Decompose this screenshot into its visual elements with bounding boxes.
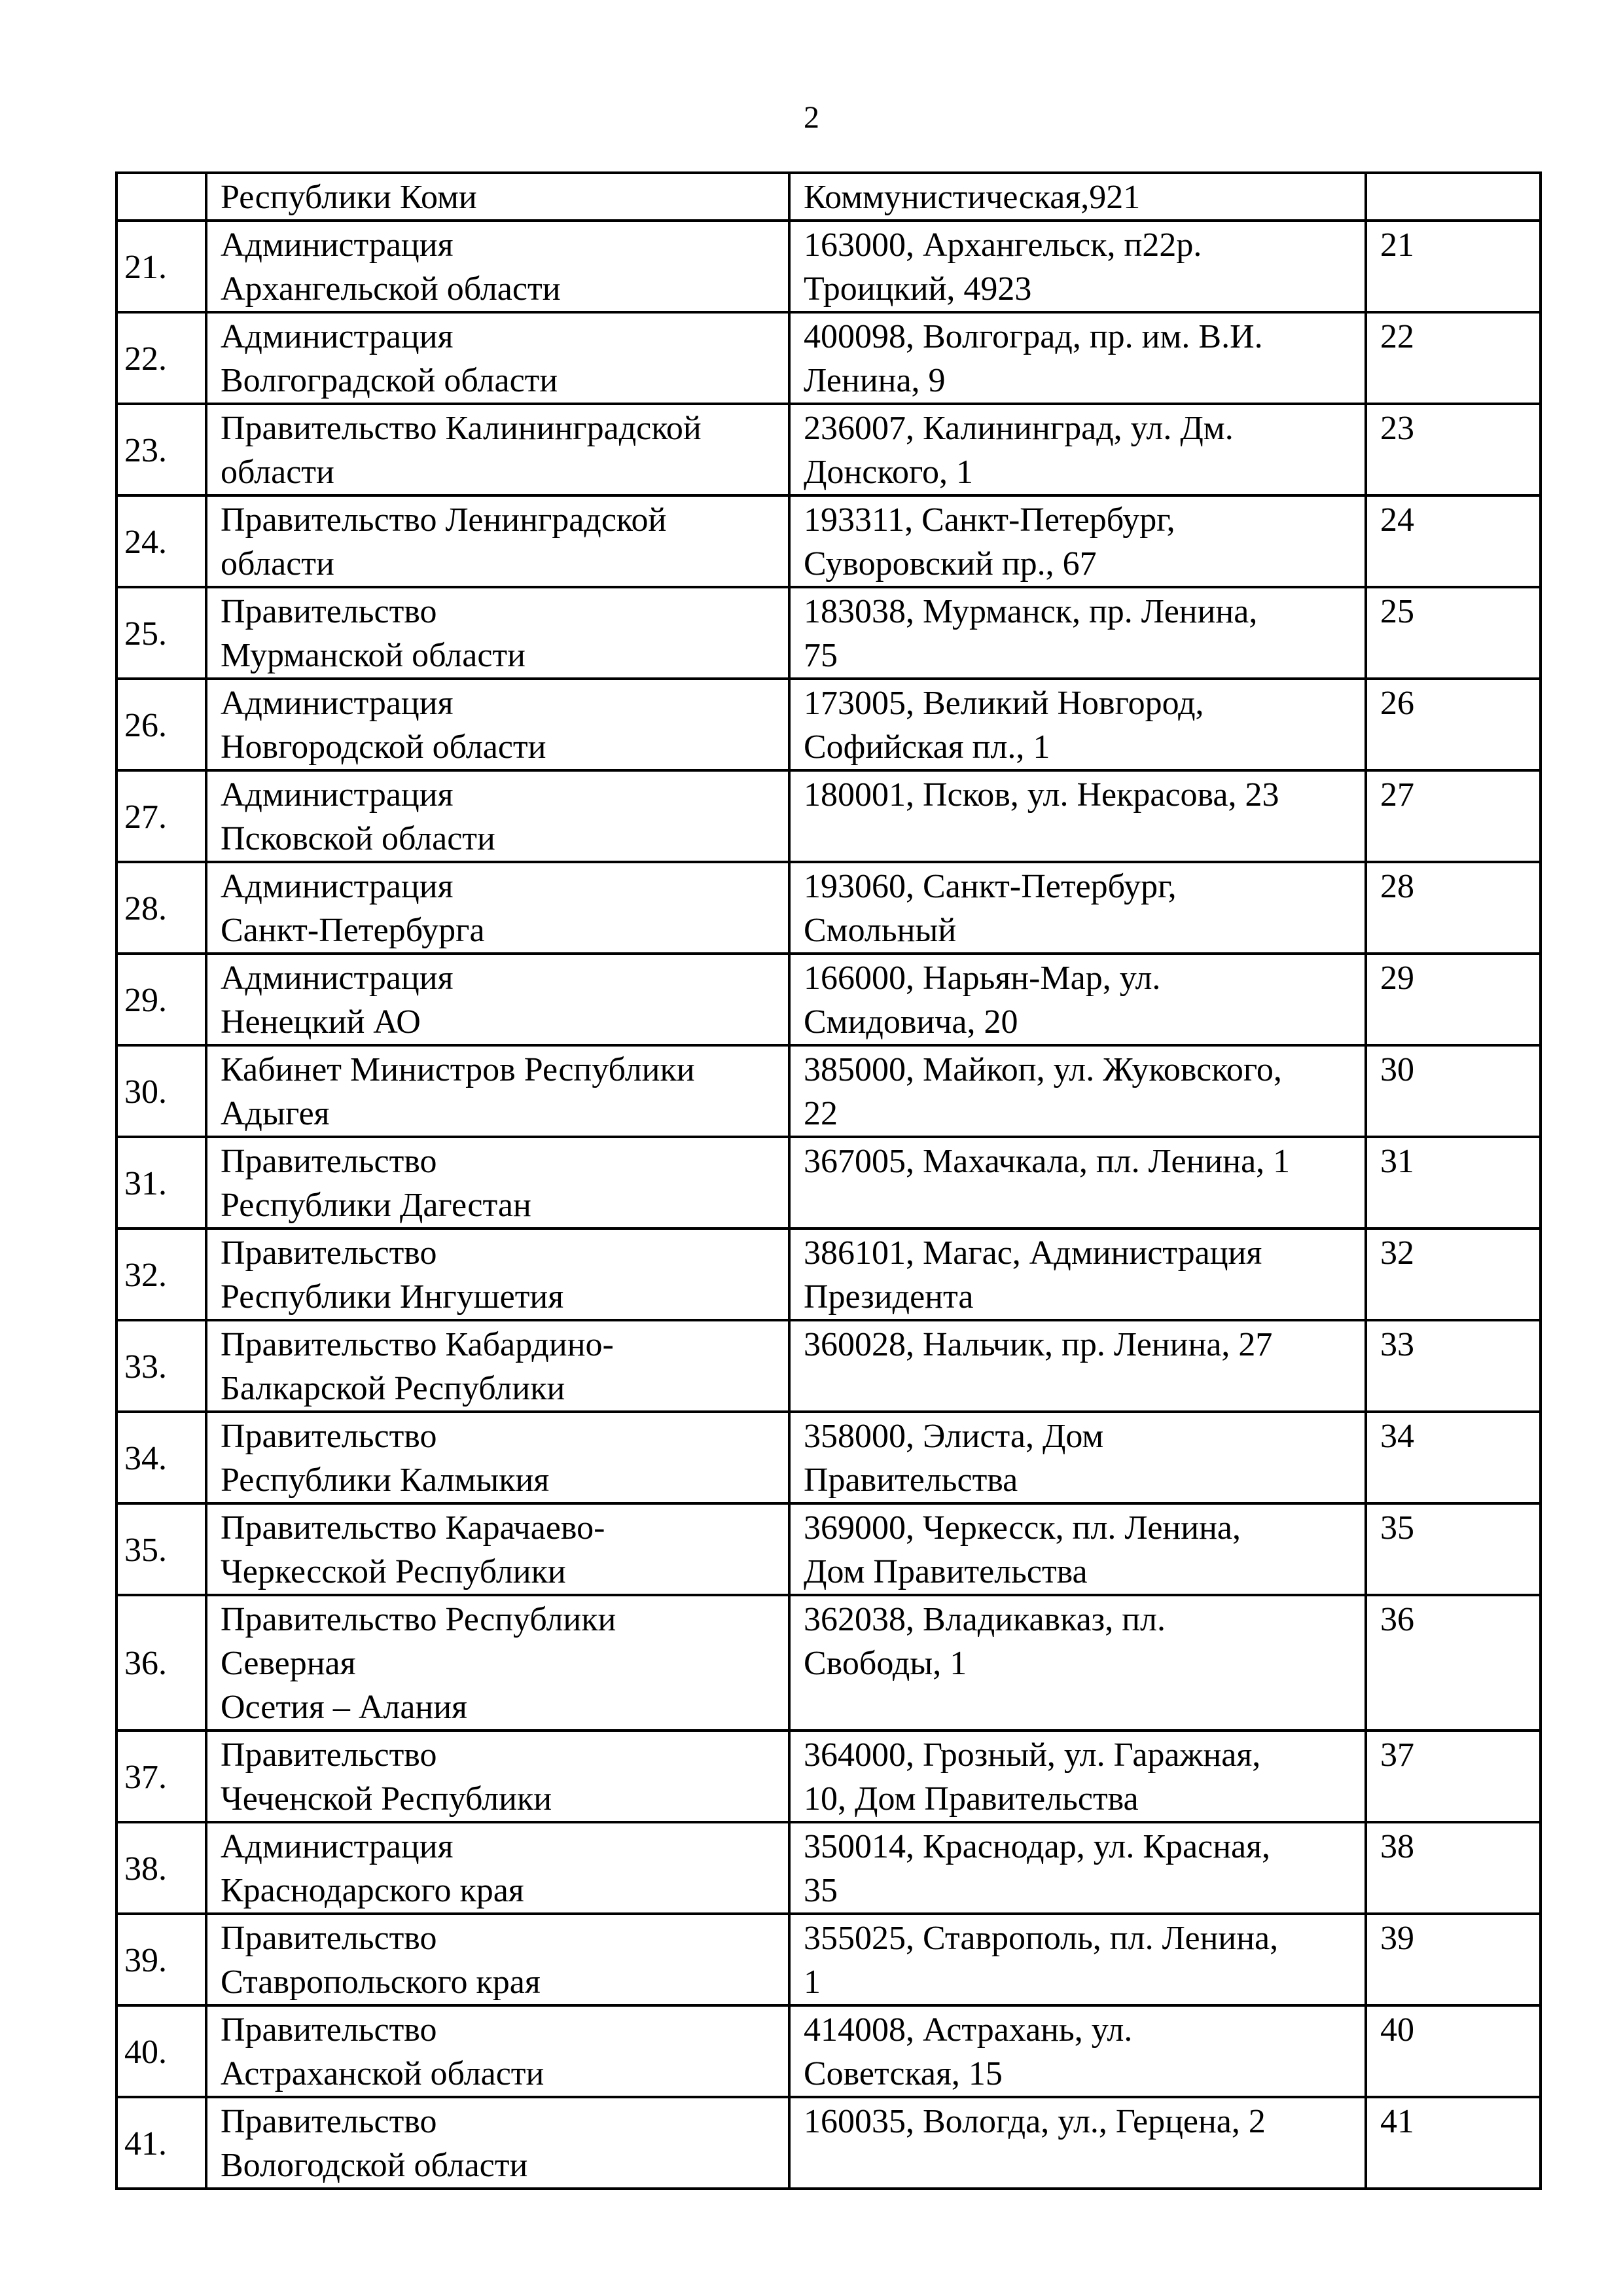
row-number-cell: 27. <box>116 770 206 862</box>
table-row <box>116 2005 1541 2097</box>
row-number-cell: 21. <box>116 221 206 312</box>
address-cell: 364000, Грозный, ул. Гаражная, 10, Дом Правительства <box>789 1731 1366 1822</box>
code-cell: 22 <box>1366 312 1541 404</box>
row-number-cell: 33. <box>116 1320 206 1412</box>
organization-cell: Правительство Чеченской Республики <box>206 1731 789 1822</box>
table-row <box>116 587 1541 679</box>
row-number-cell: 41. <box>116 2097 206 2189</box>
code-cell: 41 <box>1366 2097 1541 2189</box>
address-cell: 367005, Махачкала, пл. Ленина, 1 <box>789 1137 1366 1229</box>
row-number-cell: 36. <box>116 1595 206 1731</box>
code-cell: 26 <box>1366 679 1541 770</box>
organization-cell: Администрация Санкт-Петербурга <box>206 862 789 954</box>
address-cell: 166000, Нарьян-Мар, ул. Смидовича, 20 <box>789 954 1366 1045</box>
row-number-cell: 22. <box>116 312 206 404</box>
code-cell: 40 <box>1366 2005 1541 2097</box>
row-number-cell: 37. <box>116 1731 206 1822</box>
address-cell: 193060, Санкт-Петербург, Смольный <box>789 862 1366 954</box>
code-cell: 31 <box>1366 1137 1541 1229</box>
code-cell: 25 <box>1366 587 1541 679</box>
row-number-cell: 32. <box>116 1229 206 1320</box>
table-row <box>116 495 1541 587</box>
organization-cell: Администрация Новгородской области <box>206 679 789 770</box>
row-number-cell: 30. <box>116 1045 206 1137</box>
row-number-cell <box>116 173 206 221</box>
code-cell: 21 <box>1366 221 1541 312</box>
code-cell: 35 <box>1366 1503 1541 1595</box>
organization-cell: Правительство Республики Северная Осетия – Алания <box>206 1595 789 1731</box>
code-cell: 39 <box>1366 1914 1541 2005</box>
row-number-cell: 29. <box>116 954 206 1045</box>
organization-cell: Правительство Республики Дагестан <box>206 1137 789 1229</box>
table-row <box>116 312 1541 404</box>
organization-cell: Администрация Краснодарского края <box>206 1822 789 1914</box>
code-cell: 38 <box>1366 1822 1541 1914</box>
organization-cell: Кабинет Министров Республики Адыгея <box>206 1045 789 1137</box>
row-number-cell: 23. <box>116 404 206 495</box>
address-cell: 160035, Вологда, ул., Герцена, 2 <box>789 2097 1366 2189</box>
organization-cell: Правительство Вологодской области <box>206 2097 789 2189</box>
table-row <box>116 1503 1541 1595</box>
table-row <box>116 2097 1541 2189</box>
table-row <box>116 221 1541 312</box>
organizations-table <box>115 171 1542 2190</box>
address-cell: 400098, Волгоград, пр. им. В.И. Ленина, 9 <box>789 312 1366 404</box>
table-row <box>116 954 1541 1045</box>
address-cell: 362038, Владикавказ, пл. Свободы, 1 <box>789 1595 1366 1731</box>
row-number-cell: 26. <box>116 679 206 770</box>
code-cell: 36 <box>1366 1595 1541 1731</box>
address-cell: 414008, Астрахань, ул. Советская, 15 <box>789 2005 1366 2097</box>
code-cell: 34 <box>1366 1412 1541 1503</box>
table-row <box>116 1045 1541 1137</box>
address-cell: 369000, Черкесск, пл. Ленина, Дом Правительства <box>789 1503 1366 1595</box>
row-number-cell: 24. <box>116 495 206 587</box>
organization-cell: Администрация Волгоградской области <box>206 312 789 404</box>
organization-cell: Правительство Республики Ингушетия <box>206 1229 789 1320</box>
address-cell: 236007, Калининград, ул. Дм. Донского, 1 <box>789 404 1366 495</box>
code-cell: 27 <box>1366 770 1541 862</box>
table-body <box>116 173 1541 2189</box>
table-row <box>116 862 1541 954</box>
organization-cell: Правительство Калининградской области <box>206 404 789 495</box>
organization-cell: Администрация Псковской области <box>206 770 789 862</box>
table-row <box>116 679 1541 770</box>
table-row <box>116 1822 1541 1914</box>
code-cell: 29 <box>1366 954 1541 1045</box>
organization-cell: Республики Коми <box>206 173 789 221</box>
code-cell: 37 <box>1366 1731 1541 1822</box>
organization-cell: Администрация Архангельской области <box>206 221 789 312</box>
organization-cell: Правительство Кабардино- Балкарской Республики <box>206 1320 789 1412</box>
table-row <box>116 1914 1541 2005</box>
row-number-cell: 28. <box>116 862 206 954</box>
table-row <box>116 404 1541 495</box>
organization-cell: Правительство Республики Калмыкия <box>206 1412 789 1503</box>
code-cell: 28 <box>1366 862 1541 954</box>
organization-cell: Администрация Ненецкий АО <box>206 954 789 1045</box>
organization-cell: Правительство Мурманской области <box>206 587 789 679</box>
code-cell: 24 <box>1366 495 1541 587</box>
row-number-cell: 40. <box>116 2005 206 2097</box>
address-cell: 386101, Магас, Администрация Президента <box>789 1229 1366 1320</box>
address-cell: 350014, Краснодар, ул. Красная, 35 <box>789 1822 1366 1914</box>
address-cell: 173005, Великий Новгород, Софийская пл., 1 <box>789 679 1366 770</box>
row-number-cell: 25. <box>116 587 206 679</box>
row-number-cell: 34. <box>116 1412 206 1503</box>
table-row <box>116 1229 1541 1320</box>
organization-cell: Правительство Ставропольского края <box>206 1914 789 2005</box>
table-row <box>116 1137 1541 1229</box>
table-row <box>116 1731 1541 1822</box>
page-number: 2 <box>804 100 819 135</box>
address-cell: 163000, Архангельск, п22р. Троицкий, 4923 <box>789 221 1366 312</box>
table-row <box>116 1320 1541 1412</box>
address-cell: Коммунистическая,921 <box>789 173 1366 221</box>
table-row <box>116 1412 1541 1503</box>
table-row <box>116 173 1541 221</box>
row-number-cell: 31. <box>116 1137 206 1229</box>
code-cell <box>1366 173 1541 221</box>
code-cell: 30 <box>1366 1045 1541 1137</box>
address-cell: 183038, Мурманск, пр. Ленина, 75 <box>789 587 1366 679</box>
table-row <box>116 1595 1541 1731</box>
row-number-cell: 35. <box>116 1503 206 1595</box>
organization-cell: Правительство Астраханской области <box>206 2005 789 2097</box>
code-cell: 23 <box>1366 404 1541 495</box>
organization-cell: Правительство Карачаево- Черкесской Республики <box>206 1503 789 1595</box>
address-cell: 193311, Санкт-Петербург, Суворовский пр., 67 <box>789 495 1366 587</box>
address-cell: 180001, Псков, ул. Некрасова, 23 <box>789 770 1366 862</box>
table-row <box>116 770 1541 862</box>
row-number-cell: 39. <box>116 1914 206 2005</box>
address-cell: 385000, Майкоп, ул. Жуковского, 22 <box>789 1045 1366 1137</box>
organization-cell: Правительство Ленинградской области <box>206 495 789 587</box>
row-number-cell: 38. <box>116 1822 206 1914</box>
address-cell: 355025, Ставрополь, пл. Ленина, 1 <box>789 1914 1366 2005</box>
address-cell: 358000, Элиста, Дом Правительства <box>789 1412 1366 1503</box>
address-cell: 360028, Нальчик, пр. Ленина, 27 <box>789 1320 1366 1412</box>
code-cell: 32 <box>1366 1229 1541 1320</box>
code-cell: 33 <box>1366 1320 1541 1412</box>
